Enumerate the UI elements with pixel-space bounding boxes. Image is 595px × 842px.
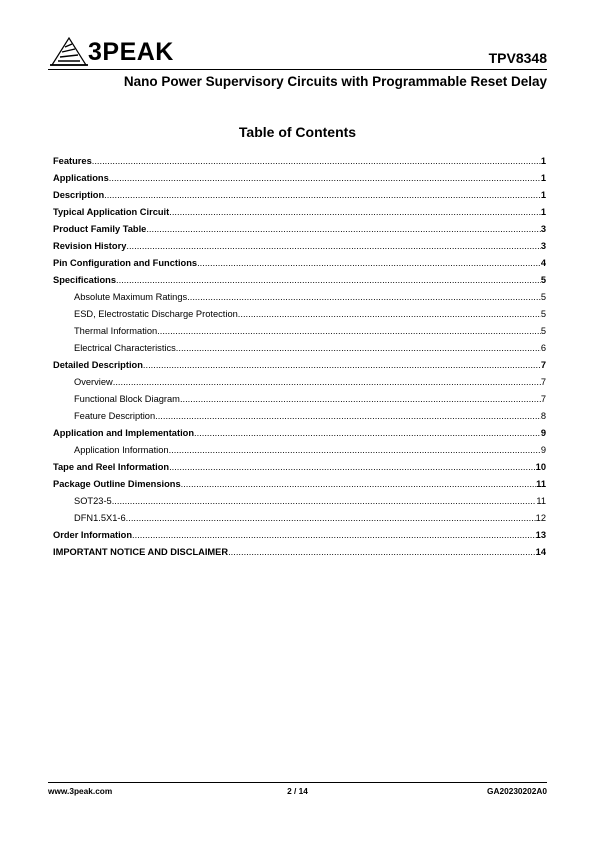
toc-dot-leader <box>146 221 540 238</box>
toc-entry-label: Application Information <box>74 445 169 455</box>
toc-dot-leader <box>228 544 536 561</box>
toc-entry[interactable] <box>53 238 546 255</box>
toc-dot-leader <box>104 187 541 204</box>
toc-entry[interactable] <box>53 272 546 289</box>
toc-entry-label: Electrical Characteristics <box>74 343 176 353</box>
toc-entry-label: Description <box>53 190 105 200</box>
toc-dot-leader <box>109 170 541 187</box>
toc-entry[interactable] <box>53 510 546 527</box>
toc-entry-label: Functional Block Diagram <box>74 394 180 404</box>
toc-entry-page: 1 <box>540 173 546 183</box>
toc-dot-leader <box>197 255 541 272</box>
toc-entry[interactable] <box>53 425 546 442</box>
toc-entry-page: 11 <box>536 496 546 506</box>
footer-document-code: GA20230202A0 <box>487 786 547 796</box>
toc-entry-page: 1 <box>540 190 546 200</box>
toc-entry[interactable] <box>53 153 546 170</box>
toc-title: Table of Contents <box>238 124 357 140</box>
toc-entry-page: 4 <box>540 258 546 268</box>
toc-dot-leader <box>176 340 541 357</box>
toc-entry[interactable] <box>53 187 546 204</box>
toc-entry[interactable] <box>53 170 546 187</box>
toc-entry-label: DFN1.5X1-6 <box>74 513 126 523</box>
toc-entry-label: IMPORTANT NOTICE AND DISCLAIMER <box>53 547 229 557</box>
toc-entry-page: 12 <box>535 513 546 523</box>
toc-entry-label: Thermal Information <box>74 326 158 336</box>
toc-entry-page: 9 <box>540 445 546 455</box>
toc-entry[interactable] <box>53 340 546 357</box>
toc-entry-label: Specifications <box>53 275 117 285</box>
toc-entry-page: 10 <box>535 462 546 472</box>
toc-entry-page: 1 <box>540 207 546 217</box>
footer-page-indicator: 2 / 14 <box>287 786 308 796</box>
toc-entry-label: SOT23-5 <box>74 496 112 506</box>
toc-entry-page: 8 <box>540 411 546 421</box>
toc-entry-label: Package Outline Dimensions <box>53 479 181 489</box>
toc-entry-label: Feature Description <box>74 411 156 421</box>
peak-mountain-icon <box>50 37 90 67</box>
toc-entry-page: 5 <box>540 326 546 336</box>
toc-dot-leader <box>113 374 541 391</box>
toc-entry-page: 6 <box>540 343 546 353</box>
toc-entry-label: Pin Configuration and Functions <box>53 258 198 268</box>
toc-entry[interactable] <box>53 493 546 510</box>
toc-entry-page: 3 <box>540 241 546 251</box>
brand-logo <box>50 37 186 67</box>
toc-dot-leader <box>238 306 541 323</box>
toc-entry-label: Tape and Reel Information <box>53 462 170 472</box>
toc-entry-label: Order Information <box>53 530 133 540</box>
toc-dot-leader <box>92 153 541 170</box>
toc-dot-leader <box>155 408 541 425</box>
toc-entry-page: 3 <box>540 224 546 234</box>
toc-entry[interactable] <box>53 204 546 221</box>
toc-entry[interactable] <box>53 408 546 425</box>
toc-entry[interactable] <box>53 323 546 340</box>
toc-dot-leader <box>116 272 541 289</box>
toc-dot-leader <box>169 204 541 221</box>
toc-entry[interactable] <box>53 476 546 493</box>
toc-dot-leader <box>157 323 541 340</box>
toc-entry-label: Features <box>53 156 92 166</box>
toc-entry[interactable] <box>53 306 546 323</box>
toc-entry-label: Detailed Description <box>53 360 143 370</box>
footer-divider <box>48 782 547 783</box>
toc-dot-leader <box>181 476 537 493</box>
toc-entry-label: Overview <box>74 377 113 387</box>
toc-entry-page: 13 <box>535 530 546 540</box>
toc-entry[interactable] <box>53 544 546 561</box>
toc-entry-label: Revision History <box>53 241 127 251</box>
toc-entry[interactable] <box>53 221 546 238</box>
toc-dot-leader <box>143 357 541 374</box>
toc-entry[interactable] <box>53 391 546 408</box>
toc-entry[interactable] <box>53 357 546 374</box>
toc-entry-label: Application and Implementation <box>53 428 195 438</box>
toc-dot-leader <box>126 238 540 255</box>
toc-entry-label: Absolute Maximum Ratings <box>74 292 188 302</box>
toc-dot-leader <box>126 510 536 527</box>
toc-entry-page: 7 <box>540 394 546 404</box>
toc-entry[interactable] <box>53 459 546 476</box>
toc-entry[interactable] <box>53 255 546 272</box>
toc-entry-page: 14 <box>535 547 546 557</box>
toc-dot-leader <box>169 442 541 459</box>
toc-entry[interactable] <box>53 442 546 459</box>
toc-dot-leader <box>169 459 536 476</box>
toc-entry-page: 5 <box>540 309 546 319</box>
toc-dot-leader <box>187 289 541 306</box>
toc-entry-page: 9 <box>540 428 546 438</box>
toc-entry-label: ESD, Electrostatic Discharge Protection <box>74 309 238 319</box>
toc-entry-page: 7 <box>540 377 546 387</box>
toc-entry-page: 11 <box>536 479 546 489</box>
toc-dot-leader <box>112 493 537 510</box>
toc-entry-label: Product Family Table <box>53 224 147 234</box>
toc-entry[interactable] <box>53 289 546 306</box>
toc-dot-leader <box>180 391 541 408</box>
toc-entry-page: 5 <box>540 292 546 302</box>
table-of-contents <box>53 153 546 561</box>
toc-dot-leader <box>132 527 536 544</box>
logo-text: 3PEAK <box>88 38 174 66</box>
toc-dot-leader <box>194 425 541 442</box>
toc-entry[interactable] <box>53 527 546 544</box>
toc-entry-page: 7 <box>540 360 546 370</box>
toc-entry[interactable] <box>53 374 546 391</box>
toc-entry-label: Applications <box>53 173 109 183</box>
toc-entry-page: 1 <box>540 156 546 166</box>
header-divider <box>48 69 547 70</box>
toc-entry-page: 5 <box>540 275 546 285</box>
document-subtitle: Nano Power Supervisory Circuits with Programmable Reset Delay <box>123 74 547 89</box>
part-number: TPV8348 <box>488 50 547 66</box>
toc-entry-label: Typical Application Circuit <box>53 207 170 217</box>
footer-website-link[interactable]: www.3peak.com <box>48 786 113 796</box>
